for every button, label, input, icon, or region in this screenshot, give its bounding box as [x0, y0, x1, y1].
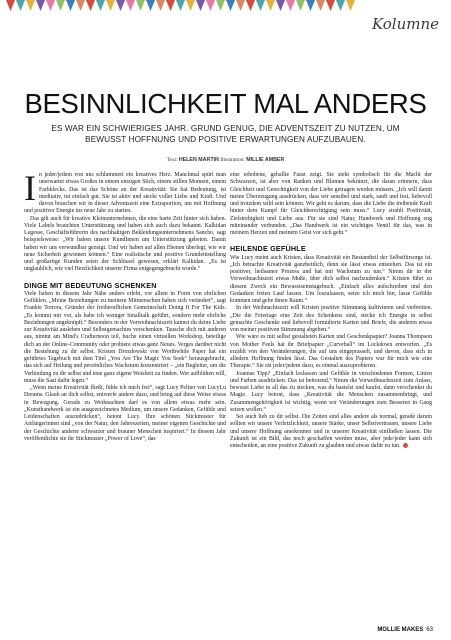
illustration-author: MILLIE AMBER — [246, 157, 285, 163]
article-subtitle: ES WAR EIN SCHWIERIGES JAHR. GRUND GENUG, DIE ADVENTSZEIT ZU NUTZEN, UM BEWUSST HOFFNUNG UND POSITIVE ERWARTUNGEN AUFZUBAUEN. — [51, 124, 400, 144]
article-title: BESINNLICHKEIT MAL ANDERS — [24, 88, 427, 119]
bunting-flag — [26, 0, 35, 11]
magazine-name: MOLLIE MAKES — [377, 627, 424, 633]
bunting-flag — [286, 0, 295, 11]
text-credit-label: Text: — [166, 157, 178, 163]
bunting-flag — [296, 0, 305, 11]
article-column-right — [230, 172, 432, 450]
bunting-flag — [56, 0, 65, 11]
section-heading: DINGE MIT BEDEUTUNG SCHENKEN — [24, 280, 157, 290]
page-footer — [377, 627, 433, 633]
article-credits — [0, 157, 451, 163]
bunting-flag — [266, 0, 275, 11]
bunting-flag — [36, 0, 45, 11]
bunting-flag — [16, 0, 25, 11]
page-number: 63 — [426, 627, 433, 633]
bunting-flag — [256, 0, 265, 11]
bunting-flag — [186, 0, 195, 11]
bunting-flag — [6, 0, 15, 11]
bunting-flag — [196, 0, 205, 11]
intro-paragraph: In jeder/jedem von uns schlummert ein kreatives Herz. Manchmal spürt man unerwartet etwas Großes in einem einzigen Stich, einem stillen Moment, einem Farbklecks. Das ist das Schöne an der Kreativität: Sie hat Bedeutung, ist meditativ, tut einfach gut. Sie ist aktiv und steckt voller Liebe und Kraft. Und davon brauchen wir in dieser Adventszeit eine Extraportion, um mit Hoffnung und positiver Energie ins neue Jahr zu starten. — [24, 168, 226, 215]
bunting-flag — [316, 0, 325, 11]
body-paragraph: Viele haben in diesem Jahr Nähe anders erlebt, vor allem in Form von ehrlichen Gefühlen. „Meine Beziehungen zu meinem Mitmenschen haben sich verändert“, sagt Frankie Tortora, Gründer der freiberuflichen Gemeinschaft Doing It For The Kids. „Es kommt mir vor, als habe ich weniger Smalltalk geführt, sondern mehr ehrliche Beziehungen angeknüpft.“ Besonders in der Vorweihnachtszeit kannst du deine Liebe zur Kreativität ausleben und Selbstgemachtes verschenken. Tausche dich mit anderen aus, nimmt am Mind's Crafternoon teil, buche einen virtuellen Workshop, beteilige dich an der Online-Community oder probiere etwas ganz Neues. Verges darüber nicht die Bestehung zu dir selbst. Kristen Drozdowski von Worthwhile Paper hat ein geführtes Tagebuch mit dem Titel „You Are The Magic You Seek“ herausgebracht, das sich auf Heilung und persönliches Wachstum konzentriert – „ein Begleiter, um die Verbindung zu dir selbst und eine ganz eigene Weisheit zu finden. Wer aufblühen will, muss die Saat dafür legen.“ — [24, 290, 226, 384]
body-paragraph: eine erhobene, geballte Faust zeigt. Sie steht symbolisch für die Macht der Schwarzen, ist aber von Ranken und Blumen bekränzt, die daran erinnern, dass Gleichheit und Gerechtigkeit von der Liebe getragen werden müssen. „Ich will damit meine Überzeugung ausdrücken, dass wir sensibel und stark, sanft und fest, liebevoll und trotzdem wild sein können. Wir geht es darum, dass die Liebe die treibende Kraft hinter dem Kampf für Gleichberechtigung sein muss.“ Lucy strahlt Positivität, Zielstrebigkeit und Liebe aus. Für sie sind Natur, Handwerk und Hoffnung eng miteinander verbunden. „Das Handwerk ist ein wichtiges Ventil für das, was in meinem Herzen und meinem Geist vor sich geht.“ — [230, 172, 432, 236]
bunting-flag — [146, 0, 155, 11]
illustration-credit-label: Illustration: — [220, 157, 245, 163]
bunting-flag — [326, 0, 335, 11]
body-paragraph: Das gilt auch für kreative Kleinunternehmen, die eine harte Zeit hinter sich haben. Viele Labels brauchten Unterstützung und haben sich auch dazu bekannt. Kalkidan Legesse, Geschäftsführerin des nachhaltigen Bekleidungsunternehmens Sancho, sagt beispielsweise: „Wir haben unsere KundInnen um Unterstützung gebeten. Damit haben wir uns verwundbar gezeigt. Und wir haben auf allen Ebenen überlegt, wie wir neue Sicherheit gewinnen können.“ Eine realistische und positive Grundeinstellung und großartige Kunden seien der Schlüssel gewesen, erklärt Kalkidan. „Es ist unglaublich, wie viel Herzlichkeit unserer Firma entgegengebracht wurde.“ — [24, 215, 226, 273]
body-paragraph: Wie wäre es mit selbst gestalteten Karten und Geschenkpapier? Joanna Thompson von Mother Feels hat ihr Briefpapier „Curveball“ im Lockdown entworfen. „Es erzählt von den Veränderungen, die auf uns eingeprasselt, und davon, dass sich in alledem Hoffnung finden lässt. Das Gestalten des Papiers war für mich wie eine Therapie.“ Sie rät jeder/jedem dazu, es einmal auszuprobieren. — [230, 334, 432, 370]
bunting-flag — [276, 0, 285, 11]
bunting-flag — [96, 0, 105, 11]
bunting-flag — [136, 0, 145, 11]
body-paragraph: In der Weihnachtszeit will Kristen positive Stimmung kultivieren und verbreiten. „Die die Feiertage eine Zeit des Schenkens sind, stecke ich Energie in selbst gemachte Geschenke und liebevoll formulierte Karten und Briefe, die anderen etwas von meiner positiven Stimmung abgeben.“ — [230, 305, 432, 333]
bunting-flag — [46, 0, 55, 11]
bunting-flag — [246, 0, 255, 11]
bunting-flag — [76, 0, 85, 11]
bunting-flag — [156, 0, 165, 11]
body-paragraph: „Wenn meine Kreativität fließt, fühle ich mich frei“, sagt Lucy Peltier von LucyLu Dreams. Glaub an dich selbst, entwerfe andere dazu, und bring auf diese Weise etwas in Bewegung. Gerade zu Weihnachten darf es von allem etwas mehr sein. „Kunsthandwerk ist ein ausgezeichnetes Medium, um unsere Gedanken, Gefühle und Leidenschaften auszudrücken“, betont Lucy. Ihre schönen Stickmuster für Anfängerinnen sind „von der Natur, den Jahreszeiten, meiner eigenen Geschichte und der Geschichte anderer schwarzer und brauner Menschen inspiriert.“ In diesem Jahr veröffentlichte sie ihr Stickmuster „Power of Love“, das — [24, 385, 226, 442]
end-mark-icon — [403, 443, 408, 448]
bunting-flag — [106, 0, 115, 11]
section-label: Kolumne — [371, 15, 439, 33]
bunting-flag — [166, 0, 175, 11]
bunting-flag — [66, 0, 75, 11]
bunting-flag — [116, 0, 125, 11]
body-paragraph: Wie Lucy meint auch Kristen, dass Kreativität ein Bestandteil der Selbstfürsorge ist. „Ich betrachte Kreativität ganzheitlich, denn sie lässt etwas entstehen. Das ist ein positiver, heilsamer Prozess und hat mit Wachstum zu tun.“ Nimm dir in der Vorweihnachtszeit etwas Muße, über dich selbst nachzudenken.“ Kristen führt zu diesem Zweck ein Bewusstseinstagebuch. „Einfach alles aufschreiben und den Gedanken freien Lauf lassen. Um loszulassen, setze ich mich hin, lasse Gefühle kommen und gebe ihnen Raum.“ — [230, 254, 432, 304]
bunting-flag — [126, 0, 135, 11]
bunting-flag — [86, 0, 95, 11]
bunting-flag — [336, 0, 345, 11]
bunting-flag — [346, 0, 355, 11]
text-author: HELEN MARTIN — [178, 157, 219, 163]
body-paragraph: Joannas Tipp? „Einfach loslassen und Gefühle in verschiedenen Formen, Linien und Farben ausdrücken. Das ist befreiend.“ Nimm die Vorweihnachtszeit zum Anlass, bewusst Liebe in all das zu stecken, was du bastelst und kaufst, dann verschenkst du Magie. Lucy betont, dass „Kreativität die Menschen zusammenbringt, und Zusammengehörigkeit ist wichtig, wenn wir Veränderungen zum Besseren in Gang setzen wollen.“ — [230, 370, 432, 413]
body-paragraph: Sei auch lieb zu dir selbst. Die Zeiten sind alles andere als normal, gerade darum sollten wir unsere Verletzlichkeit, unsere Stärke, unser Selbstvertrauen, unsere Liebe und unsere Hoffnung anerkennen und in unserer Kreativität einfließen lassen. Die Zukunft ist ein Bild, das noch geschaffen werden muss, aber jede/jeder kann sich entscheiden, an eine positive Zukunft zu glauben und etwas dafür zu tun. — [230, 414, 432, 449]
article-column-left — [24, 168, 226, 443]
section-heading: HEILENDE GEFÜHLE — [230, 244, 306, 254]
bunting-flag — [306, 0, 315, 11]
drop-cap: I — [24, 168, 36, 208]
bunting-flag — [176, 0, 185, 11]
bunting-flag — [206, 0, 215, 11]
bunting-flag — [226, 0, 235, 11]
bunting-decoration — [0, 0, 451, 14]
bunting-flag — [236, 0, 245, 11]
bunting-flag — [216, 0, 225, 11]
